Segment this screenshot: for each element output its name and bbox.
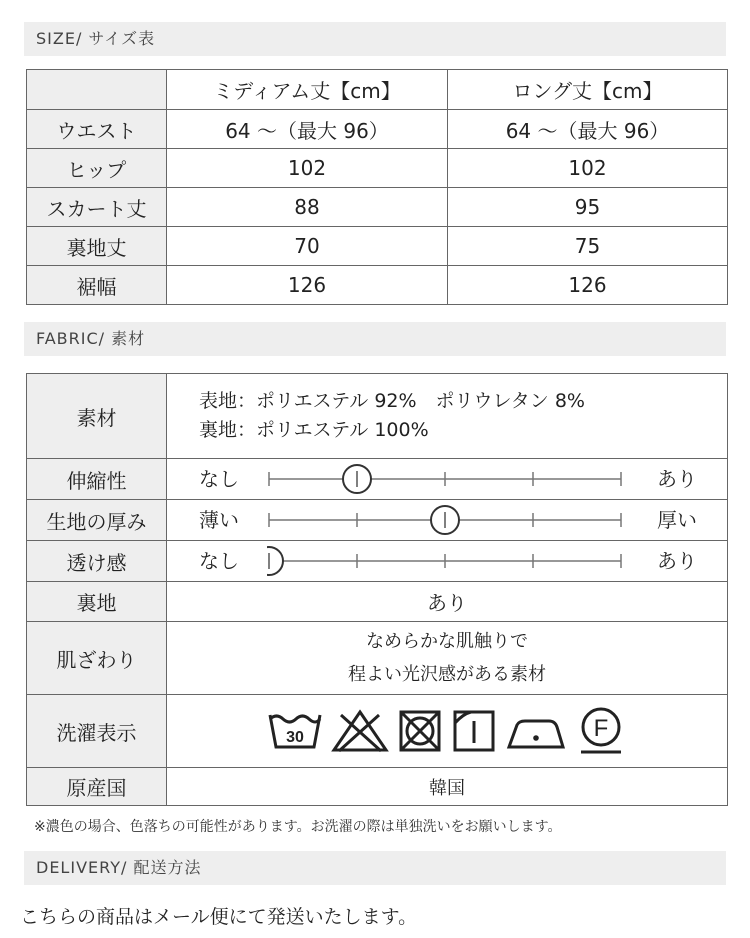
column-long: ロング丈【cm】 xyxy=(448,70,728,110)
thickness-scale xyxy=(167,500,728,541)
touch-value xyxy=(167,622,728,695)
table-row xyxy=(27,695,728,768)
sheer-scale-graphic xyxy=(267,541,627,581)
table-row xyxy=(27,149,728,188)
delivery-section-header: DELIVERY/ 配送方法 xyxy=(24,851,726,885)
lining-length-medium: 70 xyxy=(167,227,448,266)
row-label-skirt-length: スカート丈 xyxy=(27,188,167,227)
sheer-scale xyxy=(167,541,728,582)
table-row xyxy=(27,188,728,227)
thickness-max-label: 厚い xyxy=(657,508,697,532)
dry-clean-letter: F xyxy=(593,715,609,742)
stretch-label: 伸縮性 xyxy=(27,459,167,500)
thickness-label: 生地の厚み xyxy=(27,500,167,541)
fabric-table xyxy=(26,373,728,806)
sheer-min-label: なし xyxy=(199,549,239,573)
lining-value: あり xyxy=(167,582,728,622)
sheer-max-label: あり xyxy=(657,549,697,573)
hem-width-long: 126 xyxy=(448,266,728,305)
material-label: 素材 xyxy=(27,374,167,459)
table-row xyxy=(27,227,728,266)
table-row xyxy=(27,500,728,541)
origin-value: 韓国 xyxy=(167,768,728,806)
thickness-scale-graphic xyxy=(267,500,627,540)
material-outer: 表地：ポリエステル 92% ポリウレタン 8% xyxy=(199,390,585,412)
material-value xyxy=(167,374,728,459)
lining-label: 裏地 xyxy=(27,582,167,622)
care-label: 洗濯表示 xyxy=(27,695,167,768)
line-dry-icon xyxy=(451,709,497,753)
origin-label: 原産国 xyxy=(27,768,167,806)
size-table-header-row xyxy=(27,70,728,110)
iron-low-icon xyxy=(505,709,567,753)
delivery-text: こちらの商品はメール便にて発送いたします。 xyxy=(20,906,418,928)
material-lining: 裏地：ポリエステル 100% xyxy=(199,419,429,441)
table-row xyxy=(27,266,728,305)
stretch-min-label: なし xyxy=(199,467,239,491)
size-table xyxy=(26,69,728,305)
table-row xyxy=(27,374,728,459)
stretch-max-label: あり xyxy=(657,467,697,491)
fabric-section-header: FABRIC/ 素材 xyxy=(24,322,726,356)
row-label-lining-length: 裏地丈 xyxy=(27,227,167,266)
color-bleed-note: ※濃色の場合、色落ちの可能性があります。お洗濯の際は単独洗いをお願いします。 xyxy=(34,819,562,835)
touch-line-1: なめらかな肌触りで xyxy=(366,631,528,652)
touch-line-2: 程よい光沢感がある素材 xyxy=(348,664,546,685)
column-medium: ミディアム丈【cm】 xyxy=(167,70,448,110)
lining-length-long: 75 xyxy=(448,227,728,266)
touch-label: 肌ざわり xyxy=(27,622,167,695)
hip-long: 102 xyxy=(448,149,728,188)
table-row xyxy=(27,110,728,149)
sheer-label: 透け感 xyxy=(27,541,167,582)
waist-medium: 64 〜（最大 96） xyxy=(167,110,448,149)
hem-width-medium: 126 xyxy=(167,266,448,305)
row-label-hip: ヒップ xyxy=(27,149,167,188)
stretch-scale xyxy=(167,459,728,500)
skirt-length-long: 95 xyxy=(448,188,728,227)
table-row xyxy=(27,459,728,500)
waist-long: 64 〜（最大 96） xyxy=(448,110,728,149)
no-tumble-dry-icon xyxy=(397,709,443,753)
size-section-header: SIZE/ サイズ表 xyxy=(24,22,726,56)
wash-30-icon xyxy=(267,709,323,753)
table-row xyxy=(27,768,728,806)
wash-temp-text: 30 xyxy=(286,729,304,746)
no-bleach-icon xyxy=(331,709,389,753)
skirt-length-medium: 88 xyxy=(167,188,448,227)
table-row xyxy=(27,622,728,695)
care-symbols xyxy=(167,695,728,768)
dry-clean-f-icon xyxy=(575,707,627,755)
stretch-scale-graphic xyxy=(267,459,627,499)
row-label-waist: ウエスト xyxy=(27,110,167,149)
size-table-corner xyxy=(27,70,167,110)
table-row xyxy=(27,582,728,622)
row-label-hem-width: 裾幅 xyxy=(27,266,167,305)
thickness-min-label: 薄い xyxy=(199,508,239,532)
hip-medium: 102 xyxy=(167,149,448,188)
table-row xyxy=(27,541,728,582)
